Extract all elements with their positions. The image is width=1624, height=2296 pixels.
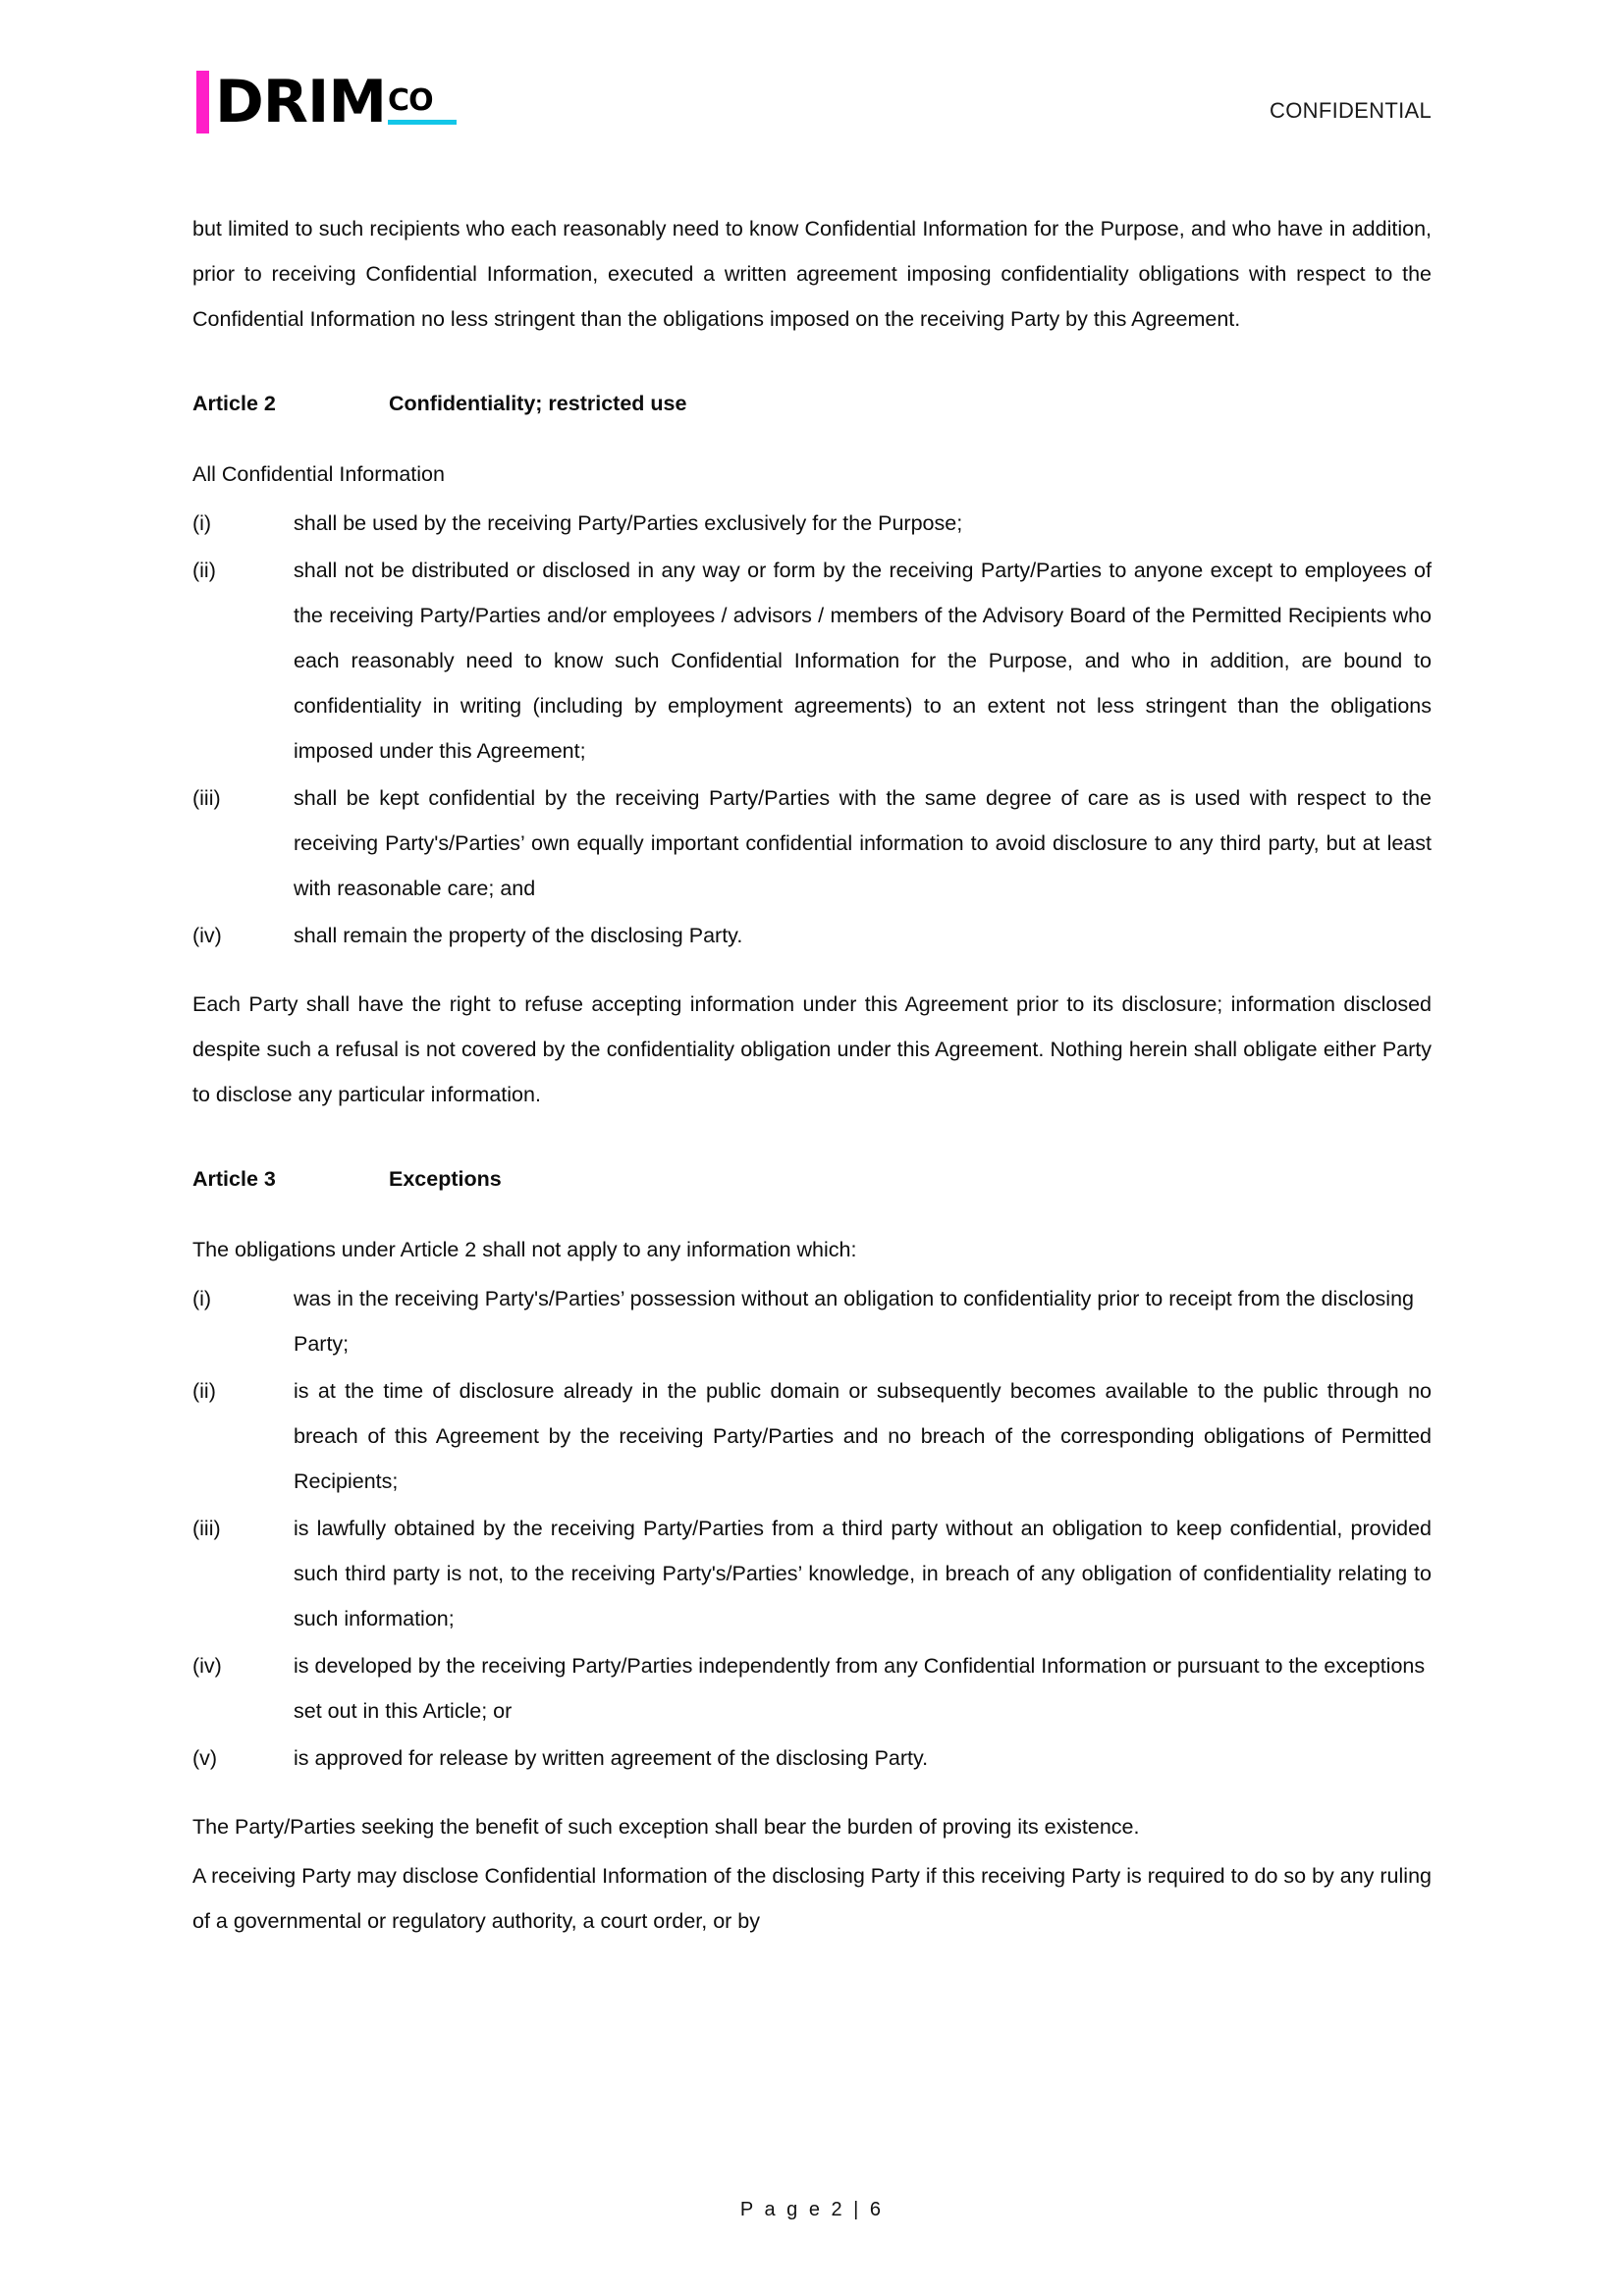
article-2-number: Article 2: [192, 392, 276, 415]
list-text: is approved for release by written agreement of the disclosing Party.: [294, 1746, 929, 1770]
logo-co-group: [388, 80, 457, 125]
article-2-closing-paragraph: Each Party shall have the right to refuse accepting information under this Agreement prior to its disclosure; information disclosed despite such a refusal is not covered by the confidentiality obligation under this Agreement. Nothing herein shall obligate either Party to disclose any particular information.: [192, 992, 1432, 1106]
article-3-lead: The obligations under Article 2 shall not apply to any information which:: [192, 1238, 857, 1261]
list-text: is lawfully obtained by the receiving Party/Parties from a third party without an obligation to keep confidential, provided such third party is not, to the receiving Party's/Parties’ knowledge, in breach of any obligation of confidentiality relating to such information;: [294, 1517, 1432, 1630]
list-marker: (iii): [192, 1517, 221, 1540]
burden-paragraph: The Party/Parties seeking the benefit of such exception shall bear the burden of proving its existence.: [192, 1815, 1140, 1839]
list-item: [192, 913, 1432, 958]
list-marker: (ii): [192, 1379, 216, 1403]
article-2-list: [192, 501, 1432, 958]
logo-wordmark: DRIM: [215, 68, 387, 136]
list-text: is developed by the receiving Party/Parties independently from any Confidential Information or pursuant to the exceptions set out in this Article; or: [294, 1654, 1426, 1723]
logo-co-text: CO: [388, 82, 433, 118]
confidential-label: CONFIDENTIAL: [1270, 98, 1432, 123]
list-marker: (i): [192, 1287, 212, 1310]
list-marker: (v): [192, 1746, 218, 1770]
article-2-heading: [192, 381, 1432, 426]
list-item: [192, 548, 1432, 774]
disclosure-paragraph: A receiving Party may disclose Confidential Information of the disclosing Party if this receiving Party is required to do so by any ruling of a governmental or regulatory authority, a court order, or by: [192, 1864, 1432, 1933]
logo-pink-bar: [196, 71, 209, 133]
article-3-list: [192, 1276, 1432, 1781]
article-2-lead: All Confidential Information: [192, 462, 445, 486]
list-marker: (iv): [192, 924, 222, 947]
document-content: [192, 206, 1432, 1944]
list-text: shall remain the property of the disclosing Party.: [294, 924, 743, 947]
list-item: [192, 1643, 1432, 1734]
list-marker: (iii): [192, 786, 221, 810]
list-item: [192, 1276, 1432, 1366]
logo-cyan-underline: [388, 120, 457, 125]
list-item: [192, 1506, 1432, 1641]
list-marker: (ii): [192, 559, 216, 582]
list-item: [192, 775, 1432, 911]
list-marker: (i): [192, 511, 212, 535]
intro-paragraph: but limited to such recipients who each reasonably need to know Confidential Information for the Purpose, and who have in addition, prior to receiving Confidential Information, executed a written agreement imposing confidentiality obligations with respect to the Confidential Information no less stringent than the obligations imposed on the receiving Party by this Agreement.: [192, 217, 1432, 331]
article-2-title: Confidentiality; restricted use: [389, 392, 687, 415]
list-item: [192, 1735, 1432, 1781]
list-text: is at the time of disclosure already in the public domain or subsequently becomes available to the public through no breach of this Agreement by the receiving Party/Parties and no breach of the corresponding obligations of Permitted Recipients;: [294, 1379, 1432, 1493]
page-header: [192, 59, 1432, 177]
list-item: [192, 501, 1432, 546]
article-3-title: Exceptions: [389, 1167, 502, 1191]
list-item: [192, 1368, 1432, 1504]
list-text: shall be used by the receiving Party/Parties exclusively for the Purpose;: [294, 511, 963, 535]
article-3-number: Article 3: [192, 1167, 276, 1191]
article-3-heading: [192, 1156, 1432, 1201]
list-text: shall not be distributed or disclosed in any way or form by the receiving Party/Parties to anyone except to employees of the receiving Party/Parties and/or employees / advisors / members of the Advisory Board of the Permitted Recipients who each reasonably need to know such Confidential Information for the Purpose, and who in addition, are bound to confidentiality in writing (including by employment agreements) to an extent not less stringent than the obligations imposed under this Agreement;: [294, 559, 1432, 763]
page-footer: P a g e 2 | 6: [739, 2199, 885, 2220]
list-marker: (iv): [192, 1654, 222, 1678]
list-text: was in the receiving Party's/Parties’ possession without an obligation to confidentiality prior to receipt from the disclosing Party;: [294, 1287, 1414, 1356]
drimco-logo: [196, 68, 457, 136]
list-text: shall be kept confidential by the receiving Party/Parties with the same degree of care as is used with respect to the receiving Party's/Parties’ own equally important confidential information to avoid disclosure to any third party, but at least with reasonable care; and: [294, 786, 1432, 900]
